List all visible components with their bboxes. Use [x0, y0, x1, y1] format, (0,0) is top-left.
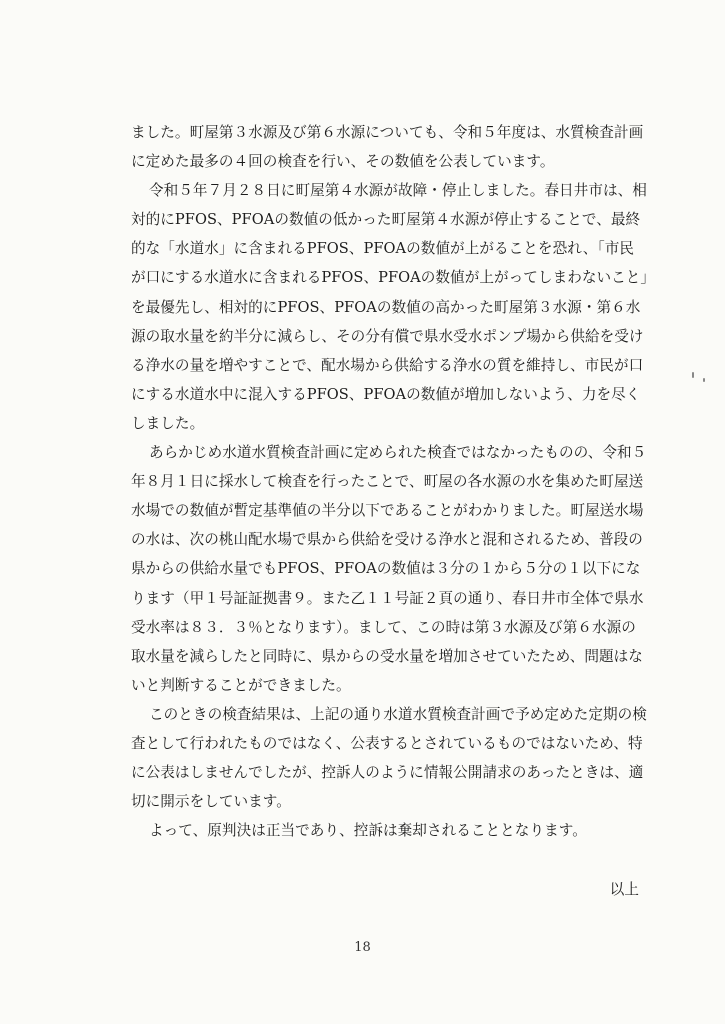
text-line: を最優先し、相対的にPFOS、PFOAの数値の高かった町屋第３水源・第６水 [131, 298, 641, 316]
text-line: あらかじめ水道水質検査計画に定められた検査ではなかったものの、令和５ [149, 444, 647, 462]
text-line: 水場での数値が暫定基準値の半分以下であることがわかりました。町屋送水場 [131, 502, 644, 520]
text-line: 源の取水量を約半分に減らし、その分有償で県水受水ポンプ場から供給を受け [131, 327, 644, 345]
text-line: いと判断することができました。 [131, 676, 351, 694]
text-line: に定めた最多の４回の検査を行い、その数値を公表しています。 [131, 153, 555, 171]
text-line: ります（甲１号証証拠書９。また乙１１号証２頁の通り、春日井市全体で県水 [131, 589, 644, 607]
text-line: よって、原判決は正当であり、控訴は棄却されることとなります。 [149, 822, 587, 840]
text-line: る浄水の量を増やすことで、配水場から供給する浄水の質を維持し、市民が口 [131, 356, 644, 374]
text-line: ました。町屋第３水源及び第６水源についても、令和５年度は、水質検査計画 [131, 124, 644, 141]
text-line: しました。 [131, 414, 205, 432]
text-line: 取水量を減らしたと同時に、県からの受水量を増加させていたため、問題はな [131, 647, 643, 665]
text-line: の水は、次の桃山配水場で県から供給を受ける浄水と混和されるため、普段の [131, 531, 643, 549]
text-line: このときの検査結果は、上記の通り水道水質検査計画で予め定めた定期の検 [149, 705, 647, 723]
scan-speck [703, 378, 705, 382]
text-line: が口にする水道水に含まれるPFOS、PFOAの数値が上がってしまわないこと」 [131, 269, 656, 287]
text-line: にする水道水中に混入するPFOS、PFOAの数値が増加しないよう、力を尽く [131, 385, 641, 403]
text-line: に公表はしませんでしたが、控訴人のように情報公開請求のあったときは、適 [131, 764, 644, 782]
page-number: 18 [354, 940, 371, 955]
closing-mark: 以上 [609, 881, 639, 898]
text-line: 切に開示をしています。 [131, 793, 291, 811]
scan-speck [692, 372, 694, 378]
text-line: 令和５年７月２８日に町屋第４水源が故障・停止しました。春日井市は、相 [149, 182, 647, 200]
text-line: 対的にPFOS、PFOAの数値の低かった町屋第４水源が停止することで、最終 [131, 211, 641, 229]
text-line: 査として行われたものではなく、公表するとされているものではないため、特 [131, 734, 643, 752]
body-text [131, 118, 660, 845]
text-line: 年８月１日に採水して検査を行ったことで、町屋の各水源の水を集めた町屋送 [131, 473, 644, 491]
text-line: 受水率は８３．３％となります）。まして、この時は第３水源及び第６水源の [131, 618, 636, 636]
text-line: 的な「水道水」に含まれるPFOS、PFOAの数値が上がることを恐れ、「市民 [131, 240, 635, 258]
text-line: 県からの供給水量でもPFOS、PFOAの数値は３分の１から５分の１以下にな [131, 560, 641, 578]
